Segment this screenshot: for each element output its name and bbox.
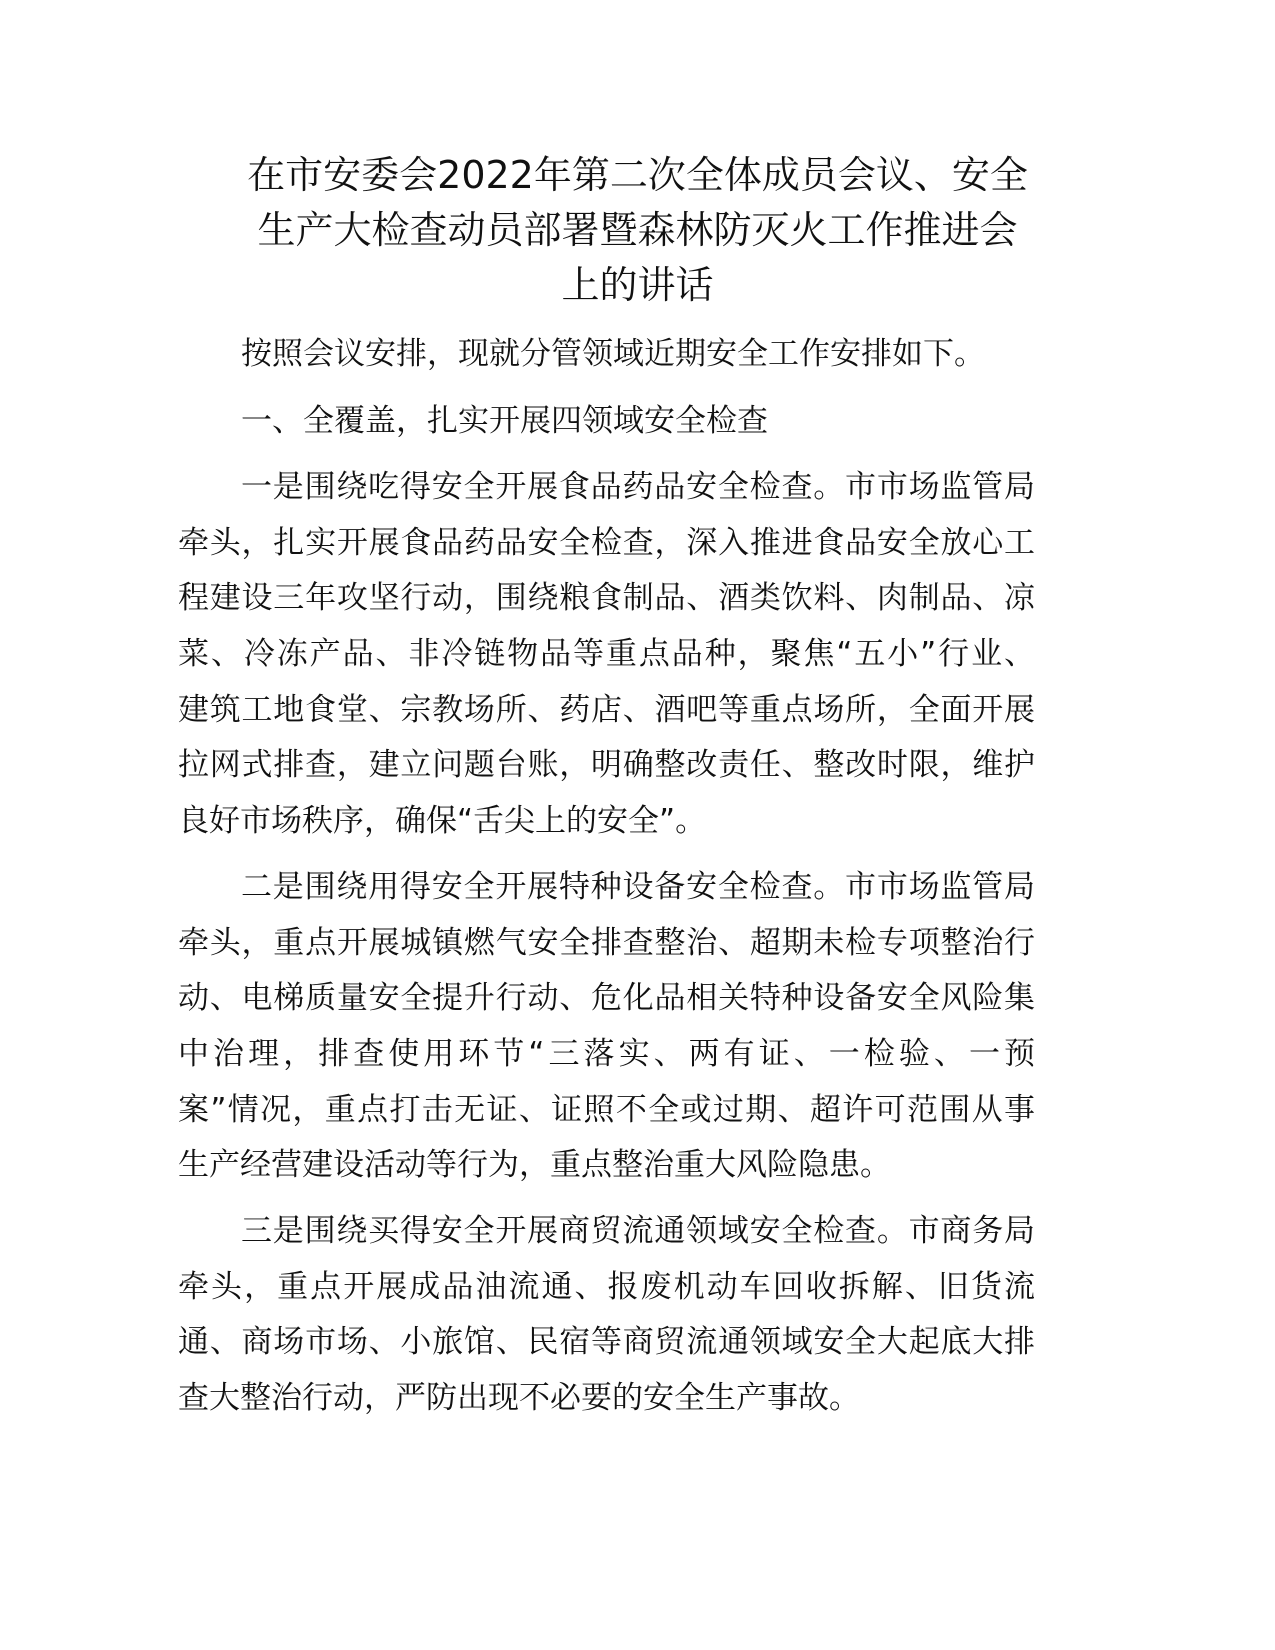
- paragraph-line: 动、电梯质量安全提升行动、危化品相关特种设备安全风险集: [178, 980, 1035, 1017]
- paragraph-special-equipment: [178, 860, 1035, 1194]
- paragraph-line: 菜、冷冻产品、非冷链物品等重点品种，聚焦“五小”行业、: [178, 636, 1035, 673]
- section-heading-text: 一、全覆盖，扎实开展四领域安全检查: [241, 403, 768, 439]
- paragraph-line: 程建设三年攻坚行动，围绕粮食制品、酒类饮料、肉制品、凉: [178, 580, 1035, 617]
- paragraph-line: 牵头，重点开展成品油流通、报废机动车回收拆解、旧货流: [178, 1268, 1035, 1305]
- paragraph-line: 一是围绕吃得安全开展食品药品安全检查。市市场监管局: [241, 469, 1035, 505]
- title-line: 生产大检查动员部署暨森林防灭火工作推进会: [257, 208, 1018, 252]
- paragraph-line: 牵头，重点开展城镇燃气安全排查整治、超期未检专项整治行: [178, 924, 1035, 961]
- paragraph-line: 牵头，扎实开展食品药品安全检查，深入推进食品安全放心工: [178, 524, 1035, 561]
- section-heading: [178, 394, 1035, 450]
- title-line: 上的讲话: [561, 263, 714, 307]
- paragraph-line: 生产经营建设活动等行为，重点整治重大风险隐患。: [178, 1147, 891, 1184]
- intro-text: 按照会议安排，现就分管领域近期安全工作安排如下。: [241, 336, 985, 372]
- paragraph-line: 建筑工地食堂、宗教场所、药店、酒吧等重点场所，全面开展: [178, 691, 1035, 728]
- paragraph-line: 案”情况，重点打击无证、证照不全或过期、超许可范围从事: [178, 1091, 1035, 1128]
- paragraph-line: 良好市场秩序，确保“舌尖上的安全”。: [178, 803, 707, 840]
- paragraph-line: 通、商场市场、小旅馆、民宿等商贸流通领域安全大起底大排: [178, 1324, 1035, 1361]
- intro-paragraph: [178, 327, 1035, 383]
- paragraph-line: 三是围绕买得安全开展商贸流通领域安全检查。市商务局: [241, 1213, 1035, 1249]
- paragraph-line: 查大整治行动，严防出现不必要的安全生产事故。: [178, 1380, 860, 1417]
- title-line: 在市安委会2022年第二次全体成员会议、安全: [247, 153, 1028, 197]
- paragraph-line: 拉网式排查，建立问题台账，明确整改责任、整改时限，维护: [178, 747, 1035, 784]
- document-title: [150, 148, 1125, 313]
- paragraph-line: 中治理，排查使用环节“三落实、两有证、一检验、一预: [178, 1036, 1035, 1073]
- paragraph-commerce: [178, 1204, 1035, 1427]
- paragraph-line: 二是围绕用得安全开展特种设备安全检查。市市场监管局: [241, 869, 1035, 905]
- paragraph-food-drug: [178, 460, 1035, 850]
